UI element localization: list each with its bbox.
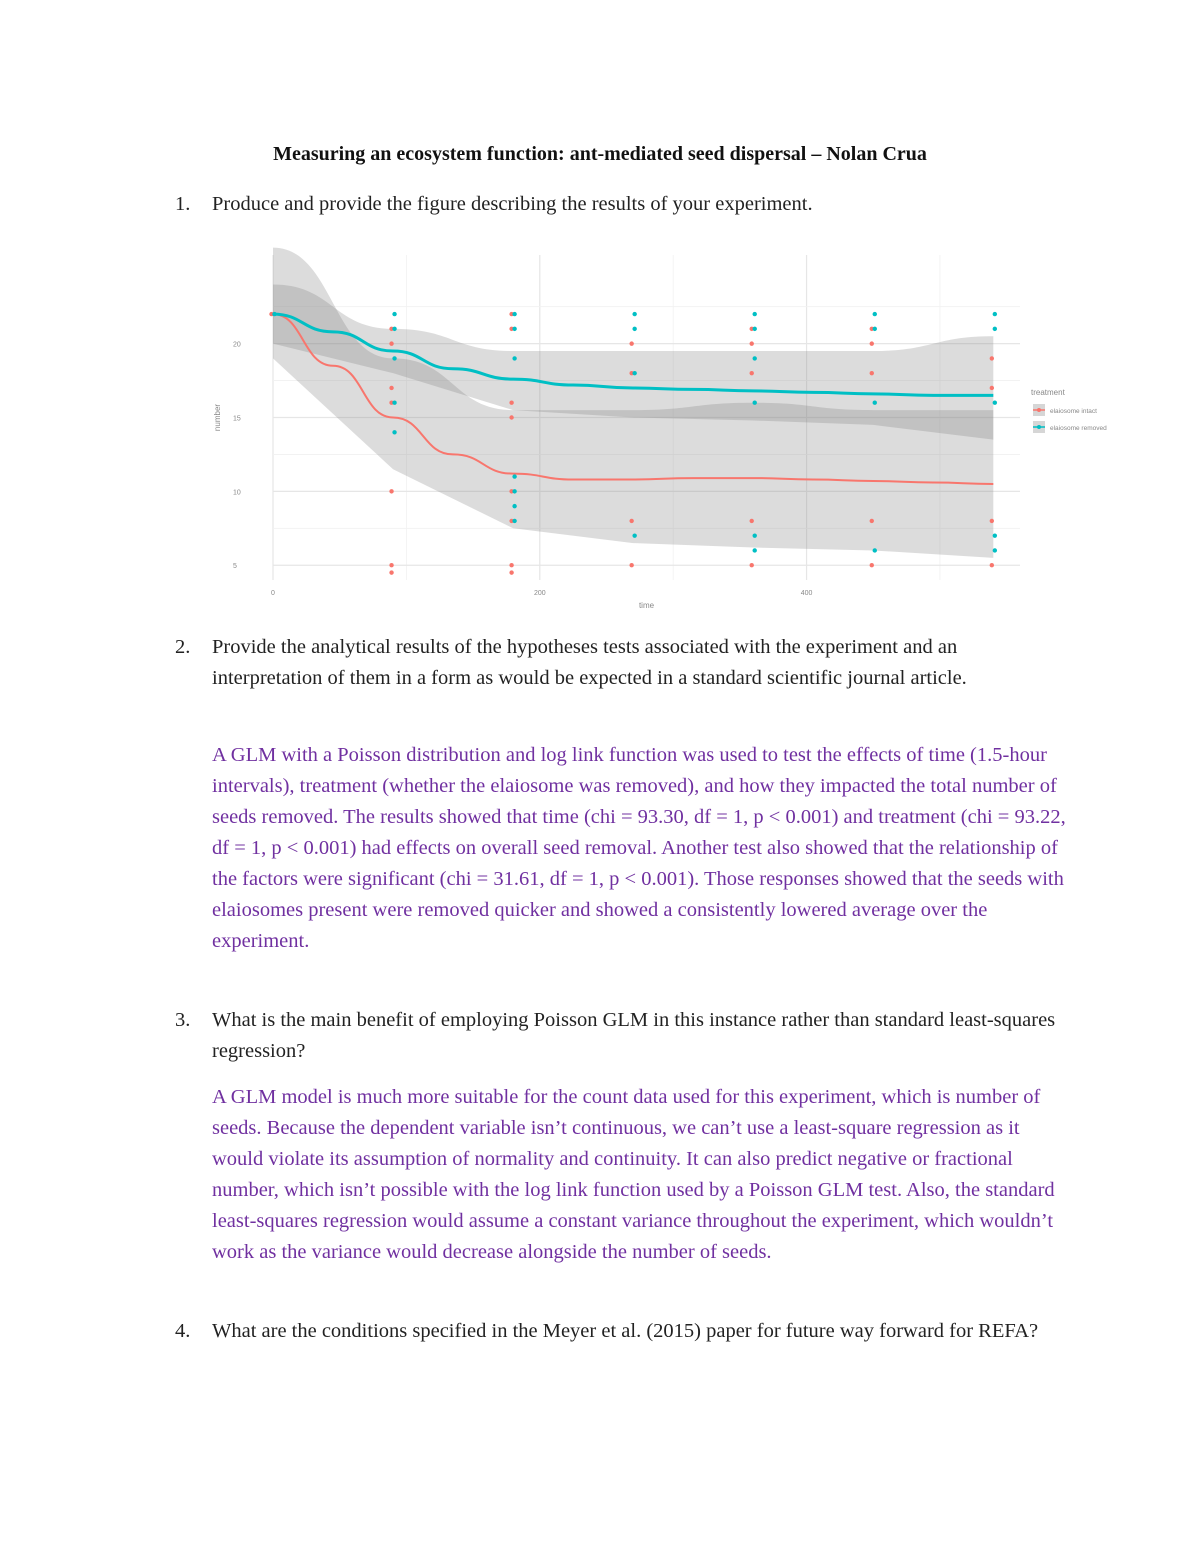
y-axis-label: number	[213, 403, 222, 432]
y-tick-label: 5	[233, 563, 237, 571]
legend-entry-label: elaiosome intact	[1050, 408, 1097, 415]
data-point	[629, 519, 633, 523]
data-point	[389, 563, 393, 567]
question-2	[175, 632, 1065, 694]
question-text: Produce and provide the figure describing the results of your experiment.	[212, 193, 813, 215]
data-point	[750, 563, 754, 567]
question-number: 2.	[175, 636, 191, 658]
data-point	[870, 341, 874, 345]
data-point	[753, 312, 757, 316]
data-point	[389, 489, 393, 493]
data-point	[753, 401, 757, 405]
y-tick-label: 10	[233, 489, 241, 497]
data-point	[509, 570, 513, 574]
data-point	[512, 474, 516, 478]
data-point	[993, 533, 997, 537]
data-point	[512, 327, 516, 331]
data-point	[392, 327, 396, 331]
data-point	[753, 327, 757, 331]
data-point	[750, 519, 754, 523]
legend-entry-label: elaiosome removed	[1050, 425, 1107, 432]
data-point	[389, 570, 393, 574]
data-point	[873, 548, 877, 552]
x-tick-label: 400	[800, 590, 813, 597]
data-point	[873, 312, 877, 316]
data-point	[512, 489, 516, 493]
data-point	[990, 356, 994, 360]
answer-3: A GLM model is much more suitable for the count data used for this experiment, which is number of seeds. Because the dependent variable isn’t continuous, we can’t use a least-square regression as it would violate its assumption of normality and continuity. It can also predict negative or fractional number, which isn’t possible with the log link function used by a Poisson GLM test. Also, the standard least-squares regression would assume a constant variance throughout the experiment, which wouldn’t work as the variance would decrease alongside the number of seeds.	[212, 1086, 1055, 1263]
data-point	[753, 533, 757, 537]
data-point	[509, 415, 513, 419]
data-point	[873, 327, 877, 331]
question-number: 4.	[175, 1320, 191, 1342]
data-point	[512, 312, 516, 316]
seed-removal-chart	[205, 240, 1135, 615]
data-point	[753, 356, 757, 360]
data-point	[873, 401, 877, 405]
data-point	[993, 312, 997, 316]
data-point	[990, 519, 994, 523]
data-point	[392, 430, 396, 434]
confidence-bands	[273, 248, 993, 558]
data-point	[632, 533, 636, 537]
data-point	[750, 341, 754, 345]
data-point	[272, 312, 276, 316]
data-point	[392, 312, 396, 316]
data-point	[512, 504, 516, 508]
question-text: What is the main benefit of employing Poisson GLM in this instance rather than standard least-squares regression?	[212, 1009, 1056, 1062]
question-number: 3.	[175, 1009, 191, 1031]
x-tick-label: 200	[533, 590, 546, 597]
data-point	[392, 401, 396, 405]
data-point	[990, 563, 994, 567]
y-tick-label: 15	[233, 415, 241, 423]
data-point	[750, 371, 754, 375]
chart-legend	[1031, 388, 1107, 433]
question-number: 1.	[175, 193, 191, 215]
data-point	[870, 563, 874, 567]
data-point	[629, 563, 633, 567]
x-tick-label: 0	[271, 590, 275, 597]
data-point	[870, 519, 874, 523]
data-point	[870, 371, 874, 375]
data-point	[512, 356, 516, 360]
data-point	[512, 519, 516, 523]
legend-key-point	[1037, 425, 1041, 429]
data-point	[509, 563, 513, 567]
page-title: Measuring an ecosystem function: ant-mediated seed dispersal – Nolan Crua	[273, 143, 927, 165]
y-tick-label: 20	[233, 341, 241, 349]
legend-key-point	[1037, 408, 1041, 412]
data-point	[392, 356, 396, 360]
data-point	[990, 386, 994, 390]
question-3	[175, 1005, 1065, 1067]
data-point	[389, 386, 393, 390]
x-axis-label: time	[638, 601, 655, 610]
data-point	[509, 401, 513, 405]
answer-2: A GLM with a Poisson distribution and log link function was used to test the effects of time (1.5-hour intervals), treatment (whether the elaiosome was removed), and how they impacted the total number of seeds removed. The results showed that time (chi = 93.30, df = 1, p < 0.001) and treatment (chi = 93.22, df = 1, p < 0.001) had effects on overall seed removal. Another test also showed that the relationship of the factors were significant (chi = 31.61, df = 1, p < 0.001). Those responses showed that the seeds with elaiosomes present were removed quicker and showed a consistently lowered average over the experiment.	[212, 744, 1066, 952]
data-point	[629, 341, 633, 345]
question-1	[175, 189, 1065, 220]
data-point	[993, 327, 997, 331]
data-point	[632, 312, 636, 316]
data-point	[993, 548, 997, 552]
legend-title: treatment	[1031, 388, 1065, 397]
data-point	[753, 548, 757, 552]
question-4	[175, 1316, 1065, 1347]
data-point	[632, 371, 636, 375]
question-text: Provide the analytical results of the hypotheses tests associated with the experiment and an interpretation of them in a form as would be expected in a standard scientific journal article.	[212, 636, 967, 689]
data-point	[632, 327, 636, 331]
data-point	[993, 401, 997, 405]
data-point	[389, 341, 393, 345]
question-text: What are the conditions specified in the Meyer et al. (2015) paper for future way forward for REFA?	[212, 1320, 1039, 1342]
